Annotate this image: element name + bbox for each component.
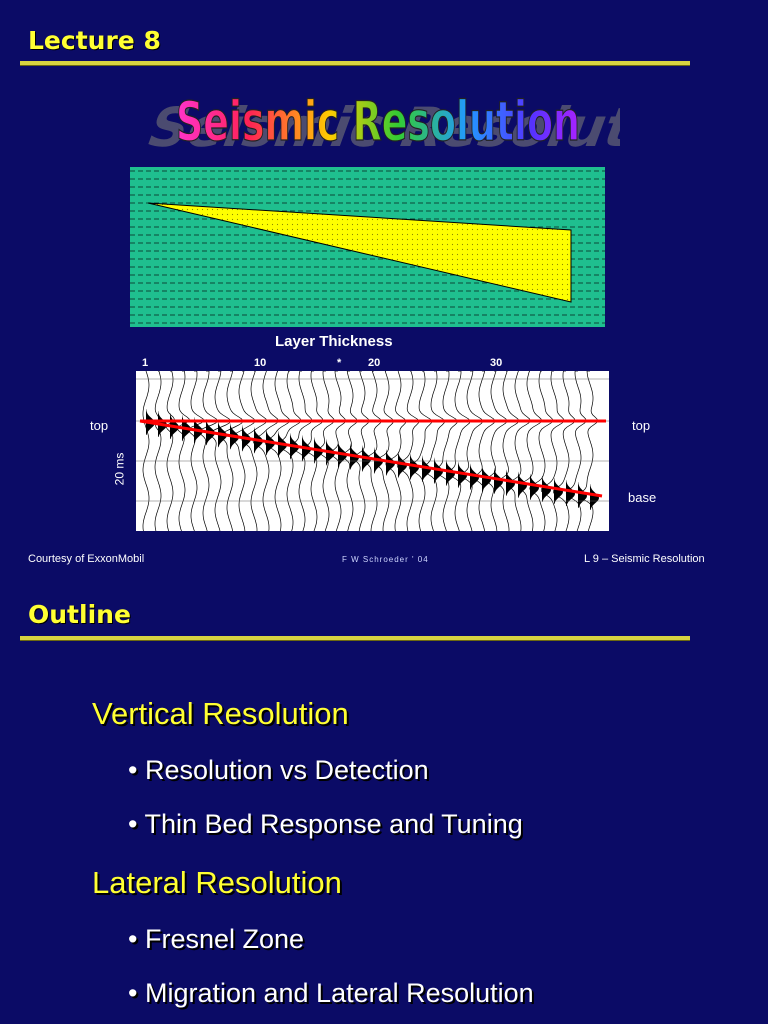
footer-slide-id: L 9 – Seismic Resolution [584,553,705,565]
left-top-label: top [90,418,109,433]
footer-credit: Courtesy of ExxonMobil [28,553,145,565]
lecture-heading: Lecture 8 [28,26,161,55]
outline-heading: Outline [28,600,131,629]
tick-label: 1 [142,357,149,369]
section-title: Lateral Resolution [92,865,342,900]
slide-title [140,84,620,164]
title-shadow: Seismic Resolution [140,96,620,160]
heading-rule [20,61,690,66]
title-text: Seismic Resolution [176,90,580,153]
synthetic-seismogram [136,371,609,531]
tick-label: * [337,357,342,369]
section-title: Vertical Resolution [92,696,349,731]
tick-label: 30 [490,357,503,369]
tick-label: 20 [368,357,381,369]
right-base-label: base [628,490,657,505]
seismogram-background [136,371,609,531]
time-scale-label: 20 ms [112,452,127,486]
bullet-item: • Thin Bed Response and Tuning [128,809,523,839]
tick-label: 10 [254,357,267,369]
bullet-item: • Resolution vs Detection [128,755,429,785]
wedge-model-figure [130,167,605,327]
footer-author: F W Schroeder ' 04 [342,555,429,564]
bullet-item: • Fresnel Zone [128,924,305,954]
right-top-label: top [632,418,651,433]
bullet-item: • Migration and Lateral Resolution [128,978,534,1008]
layer-thickness-label: Layer Thickness [275,333,393,350]
outline-rule [20,636,690,641]
